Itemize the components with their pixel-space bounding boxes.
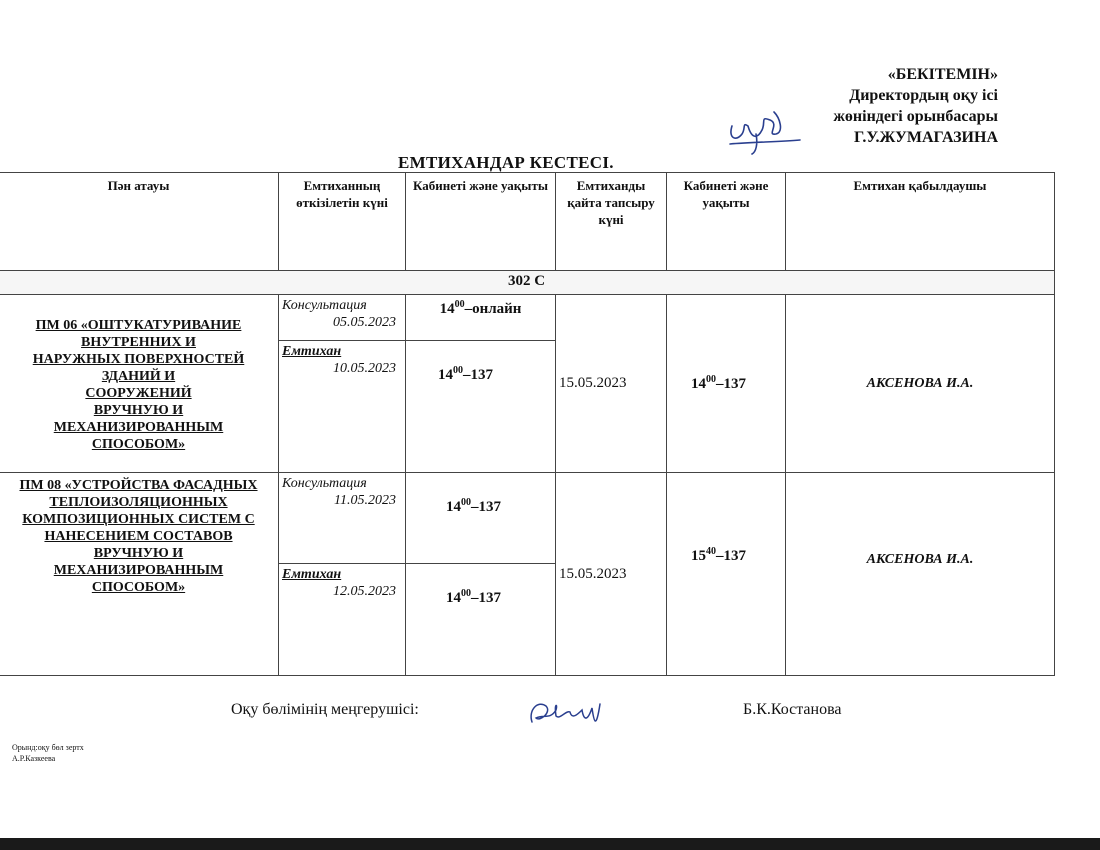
exam-cell [279,341,406,473]
time-hour: 14 [691,376,706,393]
time-hour: 15 [691,547,706,564]
footer-name: Б.К.Костанова [743,701,842,718]
exam-time [406,341,556,473]
time-minutes: 00 [706,374,716,386]
approval-position-line1: Директордың оқу ісі [849,87,998,104]
approval-position-line2: жөніндегі орынбасары [833,108,998,125]
header-subject: Пән атауы [0,173,279,271]
approval-name: Г.У.ЖУМАГАЗИНА [854,129,998,146]
exam-date: 10.05.2023 [333,361,396,377]
time-minutes: 00 [453,365,463,377]
examiner-cell: АКСЕНОВА И.А. [786,473,1055,676]
retake-date-cell: 15.05.2023 [556,473,667,676]
table-row [0,473,1055,563]
time-minutes: 00 [461,497,471,509]
subject-line: СООРУЖЕНИЙ [85,386,192,402]
exam-date: 12.05.2023 [333,583,396,599]
time-room: –137 [716,547,746,564]
header-room-time: Кабинеті және уақыты [406,173,556,271]
time-minutes: 00 [461,587,471,599]
header-examiner: Емтихан қабылдаушы [786,173,1055,271]
time-hour: 14 [446,589,461,606]
director-signature [722,104,802,156]
header-exam-date: Емтиханның өткізілетін күні [279,173,406,271]
executor-line1: Орынд:оқу бөл зертх [12,743,84,752]
subject-line: ЗДАНИЙ И [101,369,176,385]
time-hour: 14 [438,367,453,384]
time-room: –онлайн [464,301,522,318]
time-room: –137 [463,367,493,384]
time-minutes: 40 [706,545,716,557]
header-row [0,173,1055,271]
subject-line: НАРУЖНЫХ ПОВЕРХНОСТЕЙ [32,352,245,368]
exam-schedule-table [0,172,1055,676]
consultation-time [406,473,556,563]
subject-line: МЕХАНИЗИРОВАННЫМ [53,563,224,579]
consultation-date: 05.05.2023 [333,315,396,331]
consultation-time [406,295,556,341]
executor-note [12,742,84,764]
scan-edge-bar [0,838,1100,850]
footer-position: Оқу бөлімінің меңгерушісі: [231,701,419,718]
subject-line: ПМ 08 «УСТРОЙСТВА ФАСАДНЫХ [19,478,258,494]
time-room: –137 [471,499,501,516]
subject-line: ВРУЧНУЮ И [93,403,184,419]
retake-time-cell [667,295,786,473]
exam-time [406,563,556,675]
approval-title: «БЕКІТЕМІН» [887,66,998,83]
exam-label: Емтихан [282,566,342,582]
executor-line2: А.Р.Казкеева [12,754,56,763]
subject-cell [0,295,279,473]
subject-line: НАНЕСЕНИЕМ СОСТАВОВ [44,529,233,545]
subject-line: КОМПОЗИЦИОННЫХ СИСТЕМ С [22,512,255,528]
consultation-cell [279,295,406,341]
examiner-cell: АКСЕНОВА И.А. [786,295,1055,473]
subject-line: СПОСОБОМ» [91,580,186,596]
consultation-label: Консультация [282,298,367,314]
consultation-cell [279,473,406,563]
subject-line: ВНУТРЕННИХ И [81,335,196,351]
consultation-date: 11.05.2023 [334,493,396,509]
consultation-label: Консультация [282,476,367,492]
subject-line: ТЕПЛОИЗОЛЯЦИОННЫХ [49,495,228,511]
header-retake-date: Емтиханды қайта тапсыру күні [556,173,667,271]
exam-label: Емтихан [282,344,342,360]
subject-cell [0,473,279,676]
subject-line: ВРУЧНУЮ И [93,546,184,562]
retake-date-cell: 15.05.2023 [556,295,667,473]
group-label: 302 С [0,271,1055,295]
subject-line: МЕХАНИЗИРОВАННЫМ [53,420,224,436]
table-row [0,295,1055,341]
retake-time-cell [667,473,786,676]
approval-block [833,64,998,148]
exam-cell [279,563,406,675]
time-room: –137 [471,589,501,606]
subject-line: ПМ 06 «ОШТУКАТУРИВАНИЕ [35,318,242,334]
subject-line: СПОСОБОМ» [91,437,186,453]
time-hour: 14 [446,499,461,516]
header-retake-room-time: Кабинеті және уақыты [667,173,786,271]
document-title: ЕМТИХАНДАР КЕСТЕСІ. [398,153,614,172]
time-minutes: 00 [454,299,465,311]
time-room: –137 [716,376,746,393]
time-hour: 14 [439,301,455,318]
group-row [0,271,1055,295]
head-of-department-signature [526,692,606,732]
